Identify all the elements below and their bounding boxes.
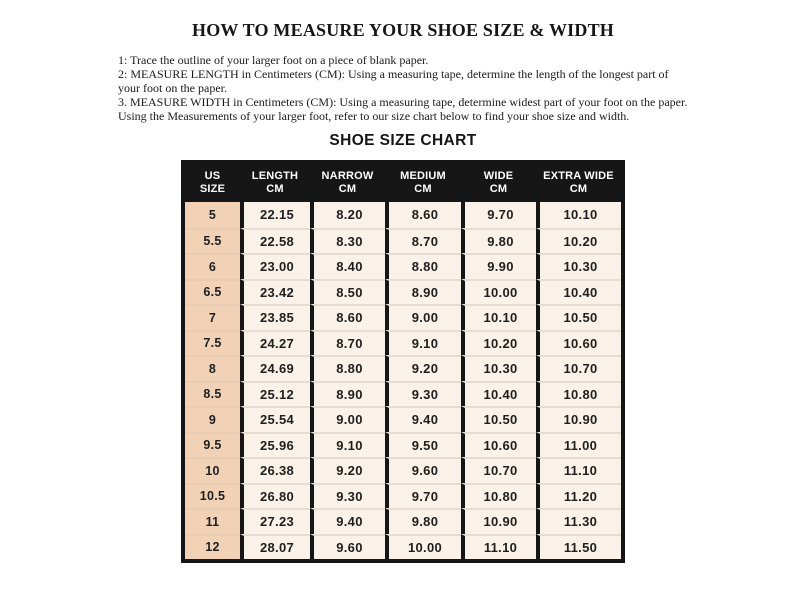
table-header-row — [185, 164, 621, 202]
extra-wide-cell: 10.40 — [536, 279, 621, 305]
table-row — [185, 279, 621, 305]
header-line-2: SIZE — [199, 183, 226, 195]
extra-wide-cell: 10.90 — [536, 406, 621, 432]
table-row — [185, 508, 621, 534]
shoe-size-table — [181, 160, 625, 563]
table-row — [185, 202, 621, 228]
narrow-cell: 9.60 — [310, 534, 385, 560]
table-row — [185, 304, 621, 330]
wide-cell: 10.00 — [461, 279, 536, 305]
length-cell: 22.58 — [240, 228, 310, 254]
narrow-cell: 9.30 — [310, 483, 385, 509]
wide-cell: 10.70 — [461, 457, 536, 483]
narrow-cell: 8.50 — [310, 279, 385, 305]
column-header-wide — [461, 164, 536, 202]
header-line-1: WIDE — [483, 170, 514, 182]
us-size-cell: 12 — [185, 534, 240, 560]
us-size-cell: 7 — [185, 304, 240, 330]
us-size-cell: 10 — [185, 457, 240, 483]
table-row — [185, 432, 621, 458]
extra-wide-cell: 10.50 — [536, 304, 621, 330]
length-cell: 23.85 — [240, 304, 310, 330]
column-header-us-size — [185, 164, 240, 202]
header-line-2: CM — [266, 183, 284, 195]
us-size-cell: 9.5 — [185, 432, 240, 458]
length-cell: 24.69 — [240, 355, 310, 381]
us-size-cell: 7.5 — [185, 330, 240, 356]
table-row — [185, 253, 621, 279]
us-size-cell: 8.5 — [185, 381, 240, 407]
us-size-cell: 6.5 — [185, 279, 240, 305]
extra-wide-cell: 10.70 — [536, 355, 621, 381]
instruction-step-1: 1: Trace the outline of your larger foot on a piece of blank paper. — [118, 53, 429, 67]
length-cell: 23.00 — [240, 253, 310, 279]
length-cell: 27.23 — [240, 508, 310, 534]
wide-cell: 9.90 — [461, 253, 536, 279]
narrow-cell: 9.10 — [310, 432, 385, 458]
us-size-cell: 6 — [185, 253, 240, 279]
length-cell: 25.54 — [240, 406, 310, 432]
medium-cell: 8.80 — [385, 253, 461, 279]
header-line-2: CM — [338, 183, 357, 195]
extra-wide-cell: 10.20 — [536, 228, 621, 254]
narrow-cell: 8.90 — [310, 381, 385, 407]
wide-cell: 10.80 — [461, 483, 536, 509]
wide-cell: 10.40 — [461, 381, 536, 407]
extra-wide-cell: 10.60 — [536, 330, 621, 356]
us-size-cell: 11 — [185, 508, 240, 534]
table-row — [185, 534, 621, 560]
us-size-cell: 9 — [185, 406, 240, 432]
medium-cell: 9.10 — [385, 330, 461, 356]
content-column — [118, 20, 688, 563]
table-row — [185, 406, 621, 432]
narrow-cell: 8.60 — [310, 304, 385, 330]
column-header-narrow — [310, 164, 385, 202]
wide-cell: 9.80 — [461, 228, 536, 254]
extra-wide-cell: 11.30 — [536, 508, 621, 534]
us-size-cell: 5.5 — [185, 228, 240, 254]
medium-cell: 8.70 — [385, 228, 461, 254]
wide-cell: 10.50 — [461, 406, 536, 432]
length-cell: 22.15 — [240, 202, 310, 228]
narrow-cell: 8.70 — [310, 330, 385, 356]
medium-cell: 9.40 — [385, 406, 461, 432]
header-line-2: CM — [414, 183, 432, 195]
narrow-cell: 9.40 — [310, 508, 385, 534]
extra-wide-cell: 10.80 — [536, 381, 621, 407]
column-header-medium — [385, 164, 461, 202]
header-line-1: LENGTH — [251, 170, 299, 182]
table-row — [185, 381, 621, 407]
header-line-2: CM — [569, 183, 588, 195]
narrow-cell: 8.80 — [310, 355, 385, 381]
medium-cell: 9.00 — [385, 304, 461, 330]
extra-wide-cell: 10.10 — [536, 202, 621, 228]
chart-title: SHOE SIZE CHART — [329, 132, 477, 149]
wide-cell: 10.30 — [461, 355, 536, 381]
column-header-extra-wide — [536, 164, 621, 202]
column-header-length — [240, 164, 310, 202]
wide-cell: 10.90 — [461, 508, 536, 534]
narrow-cell: 8.20 — [310, 202, 385, 228]
instructions — [118, 53, 688, 123]
medium-cell: 9.30 — [385, 381, 461, 407]
instruction-note: Using the Measurements of your larger foot, refer to our size chart below to find your shoe size and width. — [118, 109, 630, 123]
medium-cell: 10.00 — [385, 534, 461, 560]
length-cell: 24.27 — [240, 330, 310, 356]
medium-cell: 9.50 — [385, 432, 461, 458]
page-title: HOW TO MEASURE YOUR SHOE SIZE & WIDTH — [192, 20, 614, 40]
wide-cell: 10.60 — [461, 432, 536, 458]
extra-wide-cell: 11.00 — [536, 432, 621, 458]
instruction-step-2: 2: MEASURE LENGTH in Centimeters (CM): Using a measuring tape, determine the length of the longest part of your foot on the paper. — [118, 67, 669, 95]
wide-cell: 10.10 — [461, 304, 536, 330]
table-row — [185, 330, 621, 356]
extra-wide-cell: 11.10 — [536, 457, 621, 483]
narrow-cell: 9.20 — [310, 457, 385, 483]
table-row — [185, 457, 621, 483]
table-body — [185, 202, 621, 559]
medium-cell: 8.60 — [385, 202, 461, 228]
header-line-1: EXTRA WIDE — [543, 170, 614, 182]
medium-cell: 9.80 — [385, 508, 461, 534]
table-row — [185, 483, 621, 509]
table-row — [185, 228, 621, 254]
narrow-cell: 8.30 — [310, 228, 385, 254]
length-cell: 25.96 — [240, 432, 310, 458]
length-cell: 26.80 — [240, 483, 310, 509]
header-line-2: CM — [489, 183, 508, 195]
extra-wide-cell: 10.30 — [536, 253, 621, 279]
wide-cell: 10.20 — [461, 330, 536, 356]
instruction-step-3: 3. MEASURE WIDTH in Centimeters (CM): Using a measuring tape, determine widest part of your foot on the paper. — [118, 95, 688, 109]
length-cell: 25.12 — [240, 381, 310, 407]
header-line-1: NARROW — [321, 170, 374, 182]
table-row — [185, 355, 621, 381]
header-line-1: MEDIUM — [400, 170, 446, 182]
medium-cell: 8.90 — [385, 279, 461, 305]
medium-cell: 9.60 — [385, 457, 461, 483]
us-size-cell: 8 — [185, 355, 240, 381]
extra-wide-cell: 11.20 — [536, 483, 621, 509]
length-cell: 26.38 — [240, 457, 310, 483]
us-size-cell: 10.5 — [185, 483, 240, 509]
wide-cell: 11.10 — [461, 534, 536, 560]
wide-cell: 9.70 — [461, 202, 536, 228]
medium-cell: 9.70 — [385, 483, 461, 509]
header-line-1: US — [204, 170, 221, 182]
length-cell: 23.42 — [240, 279, 310, 305]
length-cell: 28.07 — [240, 534, 310, 560]
extra-wide-cell: 11.50 — [536, 534, 621, 560]
us-size-cell: 5 — [185, 202, 240, 228]
narrow-cell: 8.40 — [310, 253, 385, 279]
narrow-cell: 9.00 — [310, 406, 385, 432]
medium-cell: 9.20 — [385, 355, 461, 381]
